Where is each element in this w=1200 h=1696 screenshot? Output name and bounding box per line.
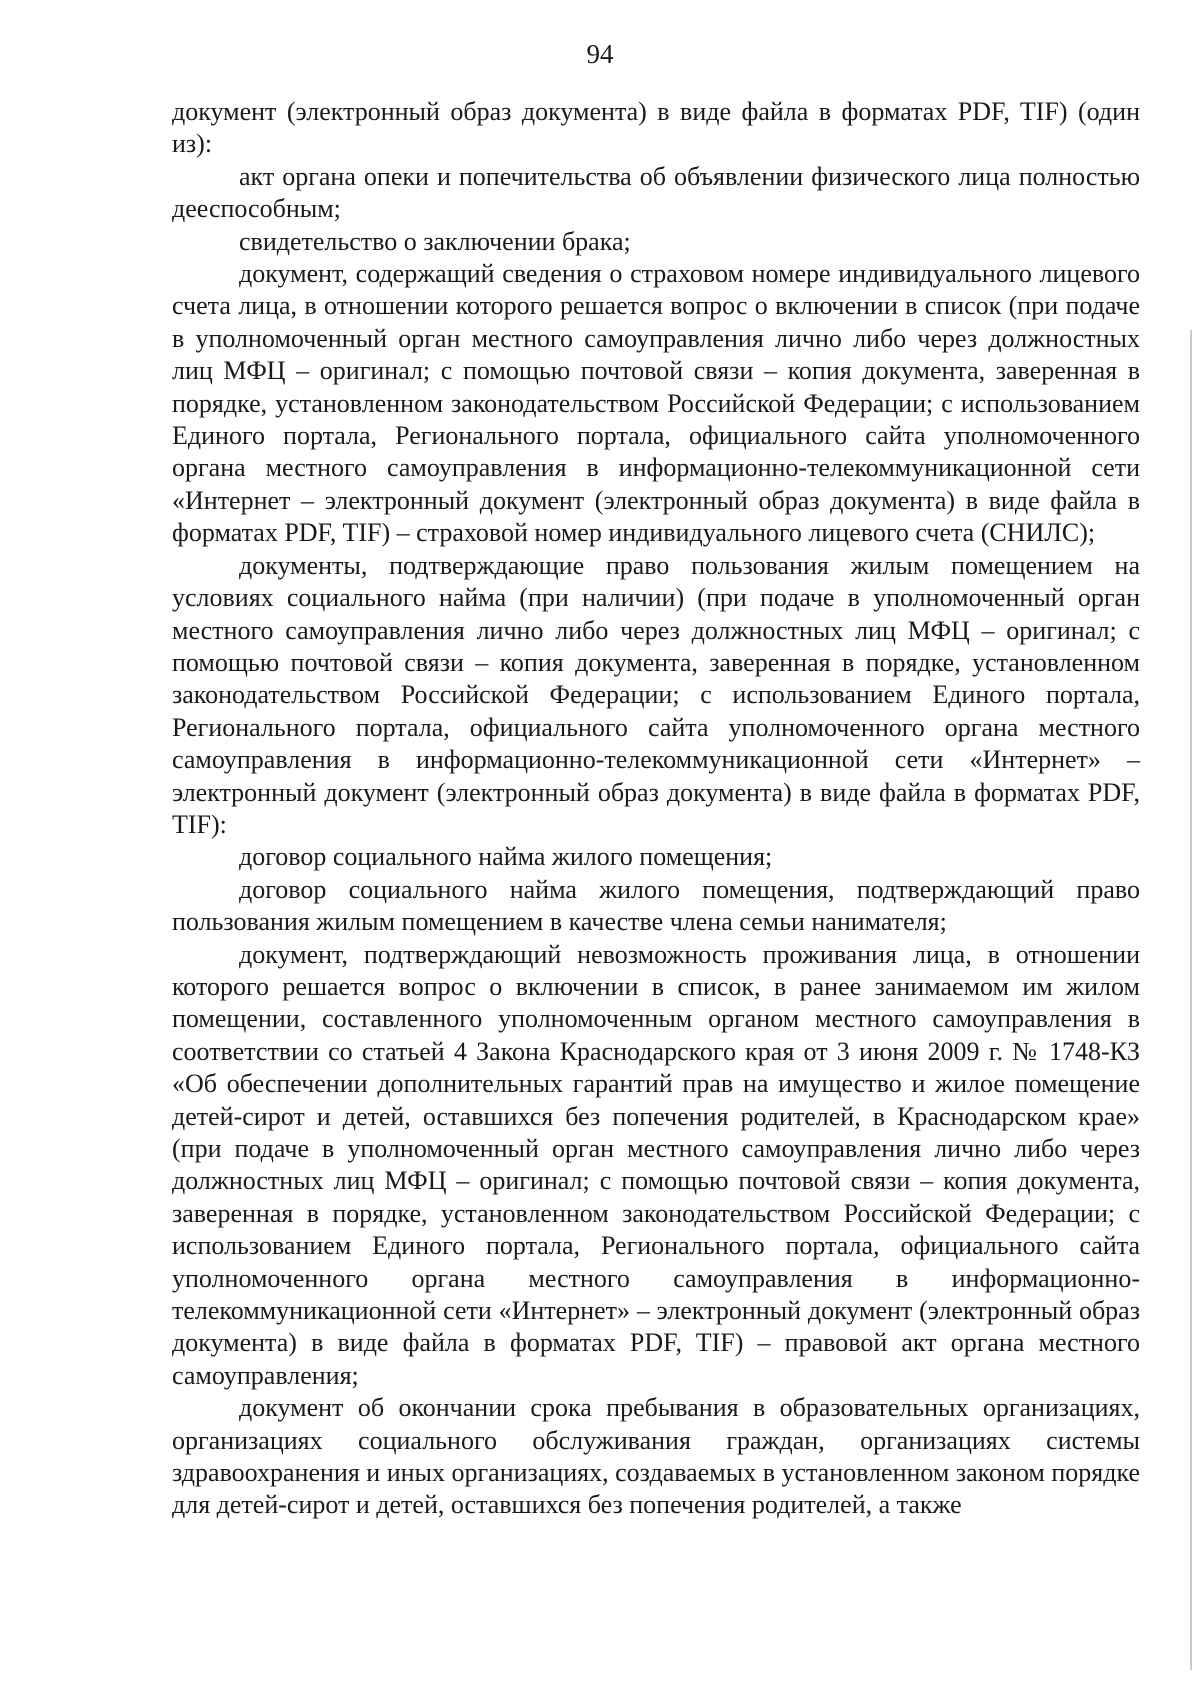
- scan-edge-line: [1190, 330, 1192, 1670]
- paragraph: документ (электронный образ документа) в виде файла в форматах PDF, TIF) (один из):: [172, 97, 1140, 159]
- paragraph: документ, содержащий сведения о страховом номере индивидуального лицевого счета лица, в отношении которого решается вопрос о включении в список (при подаче в уполномоченный орган местного самоуправления лично либо через должностных лиц МФЦ – оригинал; с помощью почтовой связи – копия документа, заверенная в порядке, установленном законодательством Российской Федерации; с использованием Единого портала, Регионального портала, официального сайта уполномоченного органа местного самоуправления в информационно-телекоммуникационной сети «Интернет – электронный документ (электронный образ документа) в виде файла в форматах PDF, TIF) – страховой номер индивидуального лицевого счета (СНИЛС);: [172, 259, 1140, 548]
- paragraph: договор социального найма жилого помещения;: [239, 842, 773, 872]
- page-number: 94: [586, 39, 614, 69]
- paragraph: документ, подтверждающий невозможность проживания лица, в отношении которого решается вопрос о включении в список, в ранее занимаемом им жилом помещении, составленного уполномоченным органом местного самоуправления в соответствии со статьей 4 Закона Краснодарского края от 3 июня 2009 г. № 1748-КЗ «Об обеспечении дополнительных гарантий прав на имущество и жилое помещение детей-сирот и детей, оставшихся без попечения родителей, в Краснодарском крае» (при подаче в уполномоченный орган местного самоуправления лично либо через должностных лиц МФЦ – оригинал; с помощью почтовой связи – копия документа, заверенная в порядке, установленном законодательством Российской Федерации; с использованием Единого портала, Регионального портала, официального сайта уполномоченного органа местного самоуправления в информационно-телекоммуникационной сети «Интернет» – электронный документ (электронный образ документа) в виде файла в форматах PDF, TIF) – правовой акт органа местного самоуправления;: [172, 939, 1140, 1390]
- paragraph: документы, подтверждающие право пользования жилым помещением на условиях социального найма (при наличии) (при подаче в уполномоченный орган местного самоуправления лично либо через должностных лиц МФЦ – оригинал; с помощью почтовой связи – копия документа, заверенная в порядке, установленном законодательством Российской Федерации; с использованием Единого портала, Регионального портала, официального сайта уполномоченного органа местного самоуправления в информационно-телекоммуникационной сети «Интернет» – электронный документ (электронный образ документа) в виде файла в форматах PDF, TIF):: [172, 550, 1140, 839]
- paragraph: свидетельство о заключении брака;: [239, 226, 631, 256]
- paragraph: акт органа опеки и попечительства об объявлении физического лица полностью дееспособным;: [172, 161, 1140, 224]
- paragraph: договор социального найма жилого помещения, подтверждающий право пользования жилым помещением в качестве члена семьи нанимателя;: [172, 874, 1140, 937]
- paragraph: документ об окончании срока пребывания в образовательных организациях, организациях социального обслуживания граждан, организациях системы здравоохранения и иных организациях, создаваемых в установленном законом порядке для детей-сирот и детей, оставшихся без попечения родителей, а также: [172, 1393, 1140, 1520]
- document-body: [172, 96, 1140, 1522]
